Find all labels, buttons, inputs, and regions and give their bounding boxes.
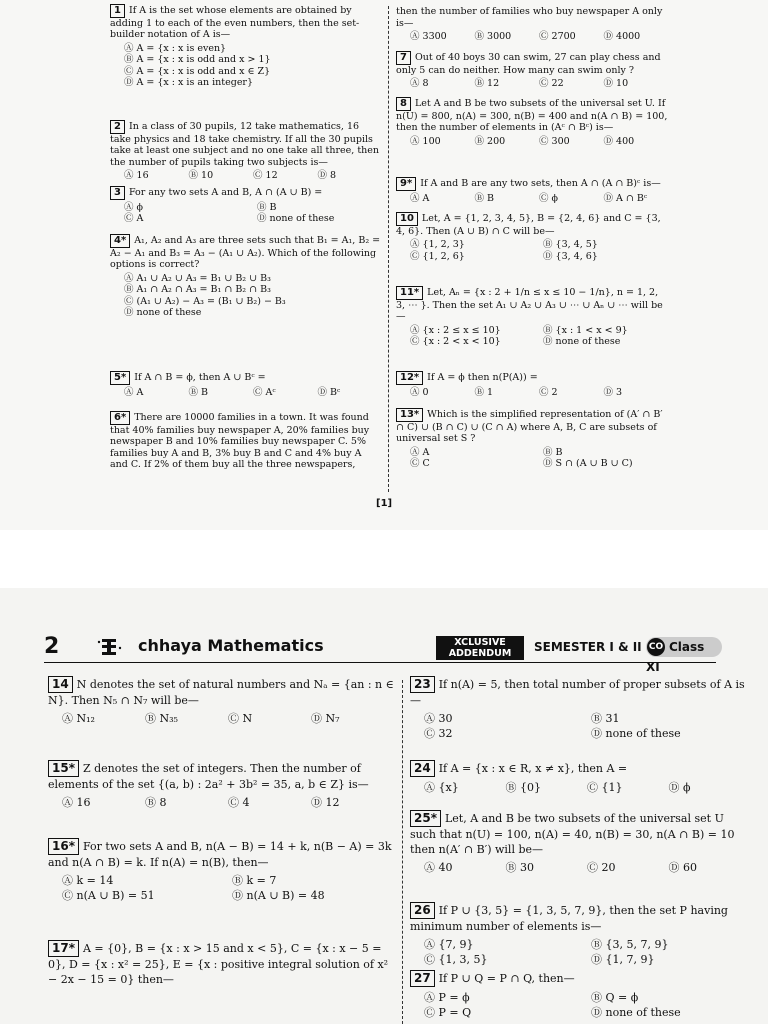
question-stem (410, 760, 750, 777)
answer-options (396, 78, 668, 90)
question-number: 6* (110, 411, 130, 425)
answer-option[interactable]: Ⓐ A₁ ∪ A₂ ∪ A₃ = B₁ ∪ B₂ ∪ B₃ (124, 272, 271, 284)
question-stem (410, 970, 750, 987)
question-block (110, 186, 382, 225)
question-number: 14 (48, 676, 73, 693)
answer-option[interactable]: Ⓒ 20 (587, 861, 616, 874)
question-stem (48, 760, 394, 792)
header-page-number: 2 (44, 634, 60, 659)
answer-option[interactable]: Ⓐ {7, 9} (424, 938, 474, 951)
question-block (110, 234, 382, 319)
question-block (396, 6, 668, 43)
answer-options (110, 387, 382, 399)
answer-options (396, 136, 668, 148)
brand-logo-icon (96, 638, 132, 656)
question-text: There are 10000 families in a town. It was found that 40% families buy newspaper A, 20% families buy newspaper B and 10% families buy newspaper C. 5% families buy A and B, 3% buy B and C and 4% buy A and C. If 2% of them buy all the three newspapers, (110, 412, 370, 470)
answer-options (396, 31, 668, 43)
question-block (396, 408, 668, 470)
answer-option[interactable]: Ⓑ k = 7 (232, 874, 277, 887)
question-number: 11* (396, 286, 423, 300)
answer-option[interactable]: Ⓒ (A₁ ∪ A₂) − A₃ = (B₁ ∪ B₂) − B₃ (124, 295, 286, 307)
answer-option[interactable]: Ⓓ A ∩ Bᶜ (603, 192, 648, 204)
answer-option[interactable]: Ⓐ k = 14 (62, 874, 114, 887)
question-number: 15* (48, 760, 79, 777)
question-number: 10 (396, 212, 418, 226)
answer-option[interactable]: Ⓒ ϕ (539, 192, 558, 204)
question-stem (48, 676, 394, 708)
answer-options (110, 170, 382, 182)
brand-name: chhaya Mathematics (138, 636, 324, 655)
question-number: 4* (110, 234, 130, 248)
answer-option[interactable]: Ⓒ Aᶜ (253, 386, 276, 398)
question-number: 5* (110, 371, 130, 385)
answer-option[interactable]: Ⓐ {x} (424, 781, 459, 794)
answer-option[interactable]: Ⓑ 10 (188, 170, 214, 181)
question-stem (396, 51, 668, 76)
answer-option[interactable]: Ⓒ {1} (587, 781, 623, 794)
answer-option[interactable]: Ⓐ A (410, 446, 430, 458)
question-text: If A and B are any two sets, then A ∩ (A ∩ B)ᶜ is— (420, 178, 661, 189)
answer-option[interactable]: Ⓑ B (188, 386, 209, 398)
header-rule (44, 662, 716, 663)
answer-option[interactable]: Ⓐ A = {x : x is even} (124, 42, 227, 54)
question-text: A = {0}, B = {x : x > 15 and x < 5}, C = {x : x − 5 = 0}, D = {x : x² = 25}, E = {x : positive integral solution of x² − 2x − 15 = 0} then— (48, 942, 389, 986)
answer-option[interactable]: Ⓒ {1, 3, 5} (424, 953, 488, 966)
answer-options (110, 43, 382, 89)
question-block (396, 286, 668, 348)
question-text: For two sets A and B, n(A − B) = 14 + k, n(B − A) = 3k and n(A ∩ B) = k. If n(A) = n(B), then— (48, 840, 392, 869)
answer-option[interactable]: Ⓓ 12 (311, 796, 340, 809)
column-divider (402, 680, 403, 1024)
answer-option[interactable]: Ⓓ 8 (317, 170, 337, 181)
answer-option[interactable]: Ⓓ 60 (668, 861, 697, 874)
question-stem (110, 371, 382, 385)
page-header (0, 628, 768, 674)
answer-option[interactable]: Ⓑ B (543, 446, 563, 458)
answer-option[interactable]: Ⓒ P = Q (424, 1006, 472, 1019)
answer-options (410, 711, 750, 741)
question-text: N denotes the set of natural numbers and Nₐ = {an : n ∈ N}. Then N₅ ∩ N₇ will be— (48, 678, 394, 707)
answer-option[interactable]: Ⓑ {x : 1 < x < 9} (543, 324, 628, 336)
answer-options (396, 239, 668, 262)
answer-options (396, 447, 668, 470)
question-number: 7 (396, 51, 411, 65)
question-block (48, 676, 394, 726)
question-block (110, 120, 382, 182)
answer-option[interactable]: Ⓓ A = {x : x is an integer} (124, 77, 254, 88)
question-text: If A = {x : x ∈ R, x ≠ x}, then A = (438, 762, 628, 775)
answer-option[interactable]: Ⓒ 300 (539, 135, 570, 147)
answer-option[interactable]: Ⓐ ϕ (124, 201, 143, 213)
question-stem (110, 4, 382, 41)
answer-option[interactable]: Ⓒ N (228, 712, 253, 725)
answer-option[interactable]: Ⓐ 3300 (410, 31, 447, 42)
question-text: Let A and B be two subsets of the universal set U. If n(U) = 800, n(A) = 300, n(B) = 400 and n(A ∩ B) = 100, then the number of elements in (Aᶜ ∩ Bᶜ) is— (396, 98, 668, 133)
answer-option[interactable]: Ⓐ {x : 2 ≤ x ≤ 10} (410, 324, 501, 336)
answer-option[interactable]: Ⓒ 12 (253, 170, 278, 181)
question-block (410, 810, 750, 875)
question-block (410, 676, 750, 741)
question-stem (396, 177, 668, 191)
question-text: Let, A and B be two subsets of the universal set U such that n(U) = 100, n(A) = 40, n(B) = 30, n(A ∩ B) = 10 then n(A′ ∩ B′) will be— (410, 812, 735, 856)
badge-line-1: XCLUSIVE (454, 637, 506, 648)
question-number: 27 (410, 970, 435, 987)
question-text: Which is the simplified representation of (A′ ∩ B′ ∩ C) ∪ (B ∩ C) ∪ (C ∩ A) where A, B, C are subsets of universal set S ? (396, 409, 663, 444)
question-text: Out of 40 boys 30 can swim, 27 can play chess and only 5 can do neither. How many can swim only ? (396, 52, 661, 76)
class-badge (646, 637, 722, 674)
answer-option[interactable]: Ⓑ 12 (474, 78, 500, 89)
answer-option[interactable]: Ⓑ 30 (505, 861, 534, 874)
answer-option[interactable]: Ⓒ 4 (228, 796, 250, 809)
class-badge-icon: CO (647, 638, 665, 656)
question-block (410, 760, 750, 795)
answer-option[interactable]: Ⓐ 30 (424, 712, 453, 725)
answer-option[interactable]: Ⓐ P = ϕ (424, 991, 470, 1004)
question-block (110, 4, 382, 89)
answer-options (396, 325, 668, 348)
answer-option[interactable]: Ⓐ 40 (424, 861, 453, 874)
question-number: 24 (410, 760, 435, 777)
answer-option[interactable]: Ⓑ 200 (474, 135, 506, 147)
answer-option[interactable]: Ⓓ ϕ (668, 781, 691, 794)
answer-option[interactable]: Ⓓ S ∩ (A ∪ B ∪ C) (543, 458, 633, 469)
answer-option[interactable]: Ⓓ none of these (124, 307, 202, 318)
question-block (48, 940, 394, 987)
question-block (396, 177, 668, 204)
question-text: A₁, A₂ and A₃ are three sets such that B₁ = A₁, B₂ = A₂ − A₁ and B₃ = A₃ − (A₁ ∪ A₂). Which of the following options is correct? (110, 235, 381, 270)
question-number: 26 (410, 902, 435, 919)
answer-options (396, 387, 668, 399)
question-stem (410, 902, 750, 934)
answer-option[interactable]: Ⓒ {1, 2, 6} (410, 250, 465, 262)
answer-option[interactable]: Ⓑ 8 (145, 796, 167, 809)
answer-option[interactable]: Ⓑ B (257, 201, 277, 213)
question-number: 13* (396, 408, 423, 422)
answer-option[interactable]: Ⓓ none of these (591, 727, 681, 740)
question-number: 1 (110, 4, 125, 18)
answer-options (48, 795, 394, 810)
question-number: 12* (396, 371, 423, 385)
answer-option[interactable]: Ⓐ A (124, 386, 144, 398)
question-stem (410, 810, 750, 857)
question-text: If A = ϕ then n(P(A)) = (427, 372, 538, 383)
page-number: [1] (376, 498, 393, 509)
question-block (410, 970, 750, 1020)
question-stem (110, 234, 382, 271)
answer-options (410, 780, 750, 795)
question-text: If A is the set whose elements are obtained by adding 1 to each of the even numbers, then the set-builder notation of A is— (110, 5, 360, 40)
answer-option[interactable]: Ⓓ 400 (603, 135, 635, 147)
question-number: 16* (48, 838, 79, 855)
answer-option[interactable]: Ⓓ {1, 7, 9} (591, 953, 655, 966)
question-block (410, 902, 750, 967)
answer-option[interactable]: Ⓑ B (474, 192, 495, 204)
question-stem (396, 6, 668, 29)
answer-option[interactable]: Ⓓ none of these (591, 1006, 681, 1019)
answer-option[interactable]: Ⓐ 16 (124, 170, 149, 181)
question-text: Let, Aₙ = {x : 2 + 1/n ≤ x ≤ 10 − 1/n}, n = 1, 2, 3, ⋯ }. Then the set A₁ ∪ A₂ ∪ A₃ ∪ ⋯ ∪ Aₙ ∪ ⋯ will be— (396, 287, 663, 322)
answer-option[interactable]: Ⓒ C (410, 458, 430, 469)
answer-options (410, 937, 750, 967)
answer-option[interactable]: Ⓑ Q = ϕ (591, 991, 639, 1004)
question-text: Z denotes the set of integers. Then the number of elements of the set {(a, b) : 2a² + 3b² = 35, a, b ∈ Z} is— (48, 762, 369, 791)
answer-option[interactable]: Ⓒ 22 (539, 78, 564, 89)
answer-option[interactable]: Ⓑ 3000 (474, 31, 512, 42)
answer-option[interactable]: Ⓒ n(A ∪ B) = 51 (62, 889, 155, 902)
answer-options (110, 273, 382, 319)
answer-options (110, 202, 382, 225)
question-block (48, 760, 394, 810)
question-text: If A ∩ B = ϕ, then A ∪ Bᶜ = (134, 372, 266, 383)
answer-option[interactable]: Ⓑ 31 (591, 712, 620, 725)
answer-option[interactable]: Ⓒ {x : 2 < x < 10} (410, 336, 501, 347)
answer-option[interactable]: Ⓑ 1 (474, 386, 494, 398)
answer-option[interactable]: Ⓐ {1, 2, 3} (410, 239, 465, 250)
answer-option[interactable]: Ⓓ N₇ (311, 712, 340, 725)
question-number: 25* (410, 810, 441, 827)
question-stem (48, 940, 394, 987)
answer-option[interactable]: Ⓑ {3, 5, 7, 9} (591, 938, 669, 951)
answer-option[interactable]: Ⓓ 10 (603, 78, 629, 89)
semester-label: SEMESTER I & II (534, 640, 642, 654)
question-text: Let, A = {1, 2, 3, 4, 5}, B = {2, 4, 6} and C = {3, 4, 6}. Then (A ∪ B) ∩ C will be— (396, 213, 661, 237)
answer-option[interactable]: Ⓑ N₃₅ (145, 712, 178, 725)
answer-options (396, 193, 668, 205)
question-stem (396, 408, 668, 445)
question-block (396, 371, 668, 398)
answer-option[interactable]: Ⓓ Bᶜ (317, 386, 341, 398)
answer-option[interactable]: Ⓒ A (124, 213, 144, 224)
answer-option[interactable]: Ⓐ 0 (410, 386, 429, 398)
question-text: In a class of 30 pupils, 12 take mathematics, 16 take physics and 18 take chemistry. If all the 30 pupils take at least one subject and no one take all three, then the number of pupils taking two subjects is— (110, 121, 379, 168)
page-2 (0, 588, 768, 1024)
class-label: Class XI (646, 640, 705, 674)
answer-option[interactable]: Ⓓ {3, 4, 6} (543, 250, 598, 262)
question-stem (110, 411, 382, 471)
question-number: 23 (410, 676, 435, 693)
answer-option[interactable]: Ⓑ A = {x : x is odd and x > 1} (124, 54, 271, 65)
question-number: 3 (110, 186, 125, 200)
question-text: If P ∪ Q = P ∩ Q, then— (438, 972, 575, 985)
question-stem (110, 186, 382, 200)
xclusive-badge (436, 636, 524, 660)
question-stem (396, 371, 668, 385)
question-number: 8 (396, 97, 411, 111)
answer-option[interactable]: Ⓑ A₁ ∩ A₂ ∩ A₃ = B₁ ∩ B₂ ∩ B₃ (124, 284, 271, 295)
answer-option[interactable]: Ⓒ 2700 (539, 31, 576, 42)
answer-option[interactable]: Ⓐ 100 (410, 135, 441, 147)
answer-option[interactable]: Ⓓ 4000 (603, 31, 641, 42)
answer-options (410, 860, 750, 875)
answer-option[interactable]: Ⓑ {3, 4, 5} (543, 239, 598, 250)
badge-line-2: ADDENDUM (448, 648, 512, 659)
question-stem (410, 676, 750, 708)
question-block (396, 97, 668, 147)
question-block (396, 212, 668, 262)
answer-option[interactable]: Ⓐ N₁₂ (62, 712, 95, 725)
answer-option[interactable]: Ⓑ {0} (505, 781, 541, 794)
answer-option[interactable]: Ⓓ n(A ∪ B) = 48 (232, 889, 325, 902)
question-block (110, 411, 382, 471)
answer-option[interactable]: Ⓓ none of these (543, 336, 621, 347)
answer-option[interactable]: Ⓐ 8 (410, 78, 429, 89)
answer-options (48, 873, 394, 903)
question-number: 2 (110, 120, 125, 134)
answer-option[interactable]: Ⓓ 3 (603, 386, 623, 398)
question-stem (396, 97, 668, 134)
answer-option[interactable]: Ⓐ A (410, 192, 430, 204)
question-block (110, 371, 382, 398)
question-text: then the number of families who buy newspaper A only is— (396, 6, 663, 29)
question-stem (48, 838, 394, 870)
column-divider (388, 6, 389, 492)
question-number: 9* (396, 177, 416, 191)
question-text: If n(A) = 5, then total number of proper subsets of A is— (410, 678, 745, 707)
question-text: For any two sets A and B, A ∩ (A ∪ B) = (128, 187, 323, 198)
question-block (396, 51, 668, 90)
answer-option[interactable]: Ⓐ 16 (62, 796, 91, 809)
question-stem (110, 120, 382, 168)
answer-option[interactable]: Ⓒ 32 (424, 727, 453, 740)
question-text: If P ∪ {3, 5} = {1, 3, 5, 7, 9}, then the set P having minimum number of elements is— (410, 904, 728, 933)
answer-option[interactable]: Ⓒ 2 (539, 386, 558, 398)
question-stem (396, 212, 668, 237)
question-stem (396, 286, 668, 323)
question-number: 17* (48, 940, 79, 957)
answer-options (48, 711, 394, 726)
question-block (48, 838, 394, 903)
answer-options (410, 990, 750, 1020)
answer-option[interactable]: Ⓓ none of these (257, 213, 335, 224)
answer-option[interactable]: Ⓒ A = {x : x is odd and x ∈ Z} (124, 65, 271, 77)
